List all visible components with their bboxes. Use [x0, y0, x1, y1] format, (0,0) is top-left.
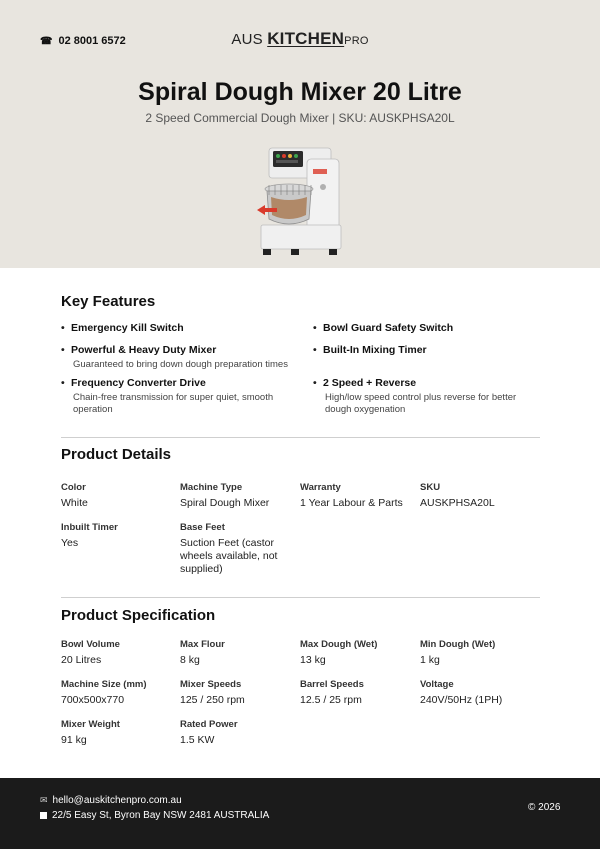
spec-value: 8 kg	[180, 654, 200, 666]
key-features-heading: Key Features	[61, 293, 156, 310]
detail-label: Color	[61, 482, 86, 493]
section-divider	[61, 597, 540, 598]
spec-rated-power	[180, 719, 295, 747]
bullet: •	[313, 377, 317, 389]
spec-label: Max Dough (Wet)	[300, 639, 378, 650]
detail-value: Suction Feet (castor wheels available, not supplied)	[180, 537, 278, 575]
spec-machine-size	[61, 679, 176, 707]
hero-banner	[0, 0, 600, 268]
section-divider	[61, 437, 540, 438]
spec-bowl-volume	[61, 639, 176, 667]
feature-title: 2 Speed + Reverse	[323, 377, 417, 389]
street-address: 22/5 Easy St, Byron Bay NSW 2481 AUSTRALIA	[52, 810, 270, 821]
spec-label: Mixer Speeds	[180, 679, 242, 690]
phone-icon: ☎	[40, 35, 53, 47]
detail-value: Yes	[61, 537, 79, 549]
feature-title: Powerful & Heavy Duty Mixer	[71, 344, 217, 356]
logo-part-kitchen: KITCHEN	[267, 29, 345, 48]
feature-title: Built-In Mixing Timer	[323, 344, 427, 356]
spec-mixer-weight	[61, 719, 176, 747]
detail-label: SKU	[420, 482, 441, 493]
spec-label: Bowl Volume	[61, 639, 120, 650]
spec-voltage	[420, 679, 535, 707]
detail-value: 1 Year Labour & Parts	[300, 497, 403, 509]
detail-label: Machine Type	[180, 482, 243, 493]
bullet: •	[61, 377, 65, 389]
spec-label: Min Dough (Wet)	[420, 639, 496, 650]
feature-description: Chain-free transmission for super quiet, smooth operation	[73, 392, 274, 416]
detail-label: Inbuilt Timer	[61, 522, 118, 533]
spec-min-dough	[420, 639, 535, 667]
spec-label: Barrel Speeds	[300, 679, 364, 690]
detail-warranty	[300, 482, 415, 510]
spec-value: 20 Litres	[61, 654, 102, 666]
detail-base-feet	[180, 522, 290, 575]
spec-value: 240V/50Hz (1PH)	[420, 694, 503, 706]
spec-value: 1 kg	[420, 654, 440, 666]
feature-title: Emergency Kill Switch	[71, 322, 184, 334]
spec-barrel-speeds	[300, 679, 415, 707]
spec-label: Rated Power	[180, 719, 238, 730]
bullet: •	[61, 344, 65, 356]
mail-icon: ✉	[40, 795, 48, 805]
product-details-heading: Product Details	[61, 446, 172, 463]
phone-number: 02 8001 6572	[58, 35, 126, 47]
detail-sku	[420, 482, 535, 510]
spec-value: 700x500x770	[61, 694, 125, 706]
spec-label: Machine Size (mm)	[61, 679, 147, 690]
spec-mixer-speeds	[180, 679, 295, 707]
spec-label: Mixer Weight	[61, 719, 120, 730]
bullet: •	[61, 322, 65, 334]
logo-part-aus: AUS	[231, 31, 268, 48]
detail-label: Warranty	[300, 482, 341, 493]
copyright: © 2026	[528, 802, 561, 813]
spec-label: Voltage	[420, 679, 454, 690]
logo-part-pro: PRO	[344, 35, 369, 47]
spec-max-dough	[300, 639, 415, 667]
location-icon	[40, 812, 47, 819]
feature-description: High/low speed control plus reverse for better dough oxygenation	[325, 392, 517, 416]
footer	[0, 778, 600, 849]
spec-value: 1.5 KW	[180, 734, 215, 746]
detail-color	[61, 482, 176, 510]
spec-value: 125 / 250 rpm	[180, 694, 245, 706]
page-title: Spiral Dough Mixer 20 Litre	[138, 78, 462, 106]
bullet: •	[313, 344, 317, 356]
feature-description: Guaranteed to bring down dough preparation times	[73, 359, 288, 370]
bullet: •	[313, 322, 317, 334]
spec-value: 13 kg	[300, 654, 326, 666]
footer-email[interactable]	[40, 795, 182, 806]
detail-value: AUSKPHSA20L	[420, 497, 495, 509]
spec-value: 12.5 / 25 rpm	[300, 694, 362, 706]
spec-label: Max Flour	[180, 639, 225, 650]
page-subtitle: 2 Speed Commercial Dough Mixer | SKU: AUSKPHSA20L	[145, 111, 455, 125]
detail-machine-type	[180, 482, 295, 510]
feature-title: Bowl Guard Safety Switch	[323, 322, 454, 334]
feature-title: Frequency Converter Drive	[71, 377, 206, 389]
product-specification-heading: Product Specification	[61, 607, 216, 624]
detail-value: Spiral Dough Mixer	[180, 497, 270, 509]
detail-value: White	[61, 497, 88, 509]
detail-label: Base Feet	[180, 522, 225, 533]
spec-max-flour	[180, 639, 295, 667]
footer-address	[40, 810, 269, 821]
brand-logo[interactable]	[0, 29, 600, 49]
spec-value: 91 kg	[61, 734, 87, 746]
email-address: hello@auskitchenpro.com.au	[52, 795, 182, 806]
detail-inbuilt-timer	[61, 522, 176, 550]
dough-mixer-image	[255, 145, 345, 257]
